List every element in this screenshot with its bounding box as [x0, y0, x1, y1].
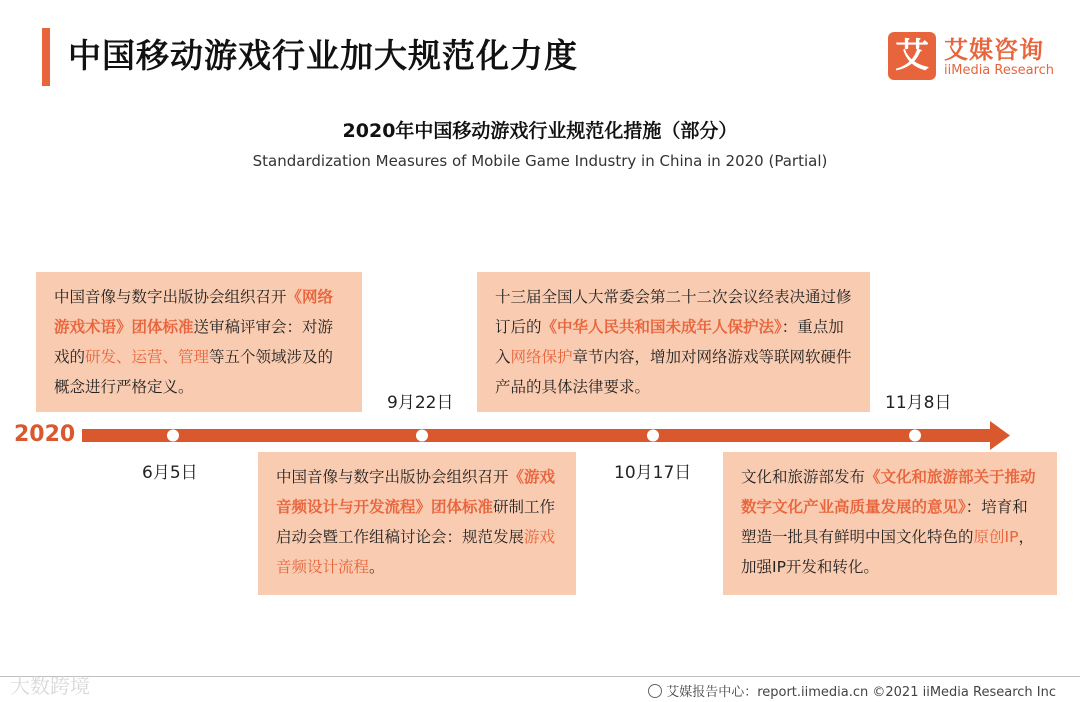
event-box-sep22	[258, 452, 576, 595]
timeline-node-3	[647, 430, 659, 442]
logo-mark: 艾	[888, 32, 936, 80]
event-date: 9月22日	[387, 393, 454, 413]
event-text: 文化和旅游部发布	[741, 468, 866, 486]
highlighted-text: 游戏音频设计流程	[276, 528, 556, 576]
logo-text-en: iiMedia Research	[944, 63, 1055, 78]
event-text: 研制工作启动会暨工作组稿讨论会：规范发展	[276, 498, 556, 546]
highlighted-text: 《网络游戏术语》团体标准	[54, 288, 334, 336]
timeline-node-2	[416, 430, 428, 442]
highlighted-text: 《文化和旅游部关于推动数字文化产业高质量发展的意见》	[741, 468, 1036, 516]
page-title: 中国移动游戏行业加大规范化力度	[68, 36, 578, 75]
event-date: 10月17日	[614, 463, 692, 483]
event-text: 。	[369, 558, 385, 576]
event-text: ，加强IP开发和转化。	[741, 528, 1034, 576]
event-text: ：培育和塑造一批具有鲜明中国文化特色的	[741, 498, 1028, 546]
highlighted-text: 网络保护	[510, 348, 573, 366]
event-text: 中国音像与数字出版协会组织召开	[276, 468, 509, 486]
timeline-arrowhead	[990, 421, 1010, 450]
timeline-bar	[82, 429, 994, 442]
timeline-node-1	[167, 430, 179, 442]
highlighted-text: 《中华人民共和国未成年人保护法》	[541, 318, 782, 336]
event-date: 11月8日	[885, 393, 952, 413]
highlighted-text: 《游戏音频设计与开发流程》团体标准	[276, 468, 556, 516]
event-text: 章节内容，增加对网络游戏等联网软硬件产品的具体法律要求。	[495, 348, 852, 396]
event-box-nov8	[723, 452, 1057, 595]
event-box-jun5	[36, 272, 362, 412]
event-text: 十三届全国人大常委会第二十二次会议经表决通过修订后的	[495, 288, 852, 336]
timeline-year: 2020	[14, 422, 76, 447]
diagram-title-en: Standardization Measures of Mobile Game Industry in China in 2020 (Partial)	[252, 152, 828, 170]
event-text: 送审稿评审会：对游戏的	[54, 318, 334, 366]
event-text: ：重点加入	[495, 318, 844, 366]
event-text: 中国音像与数字出版协会组织召开	[54, 288, 287, 306]
logo-text-cn: 艾媒咨询	[944, 36, 1044, 64]
globe-icon	[648, 684, 662, 698]
diagram-title: 2020年中国移动游戏行业规范化措施（部分）	[342, 120, 738, 142]
timeline-node-4	[909, 430, 921, 442]
footer-divider	[0, 676, 1080, 677]
event-text: 等五个领域涉及的概念进行严格定义。	[54, 348, 334, 396]
event-box-oct17	[477, 272, 870, 412]
footer-source	[648, 681, 1056, 700]
highlighted-text: 研发、运营、管理	[85, 348, 210, 366]
highlighted-text: 原创IP	[973, 528, 1019, 546]
event-date: 6月5日	[142, 463, 198, 483]
watermark: 大数跨境	[10, 674, 90, 698]
footer-source-text: 艾媒报告中心：report.iimedia.cn ©2021 iiMedia Research Inc	[666, 685, 1056, 700]
